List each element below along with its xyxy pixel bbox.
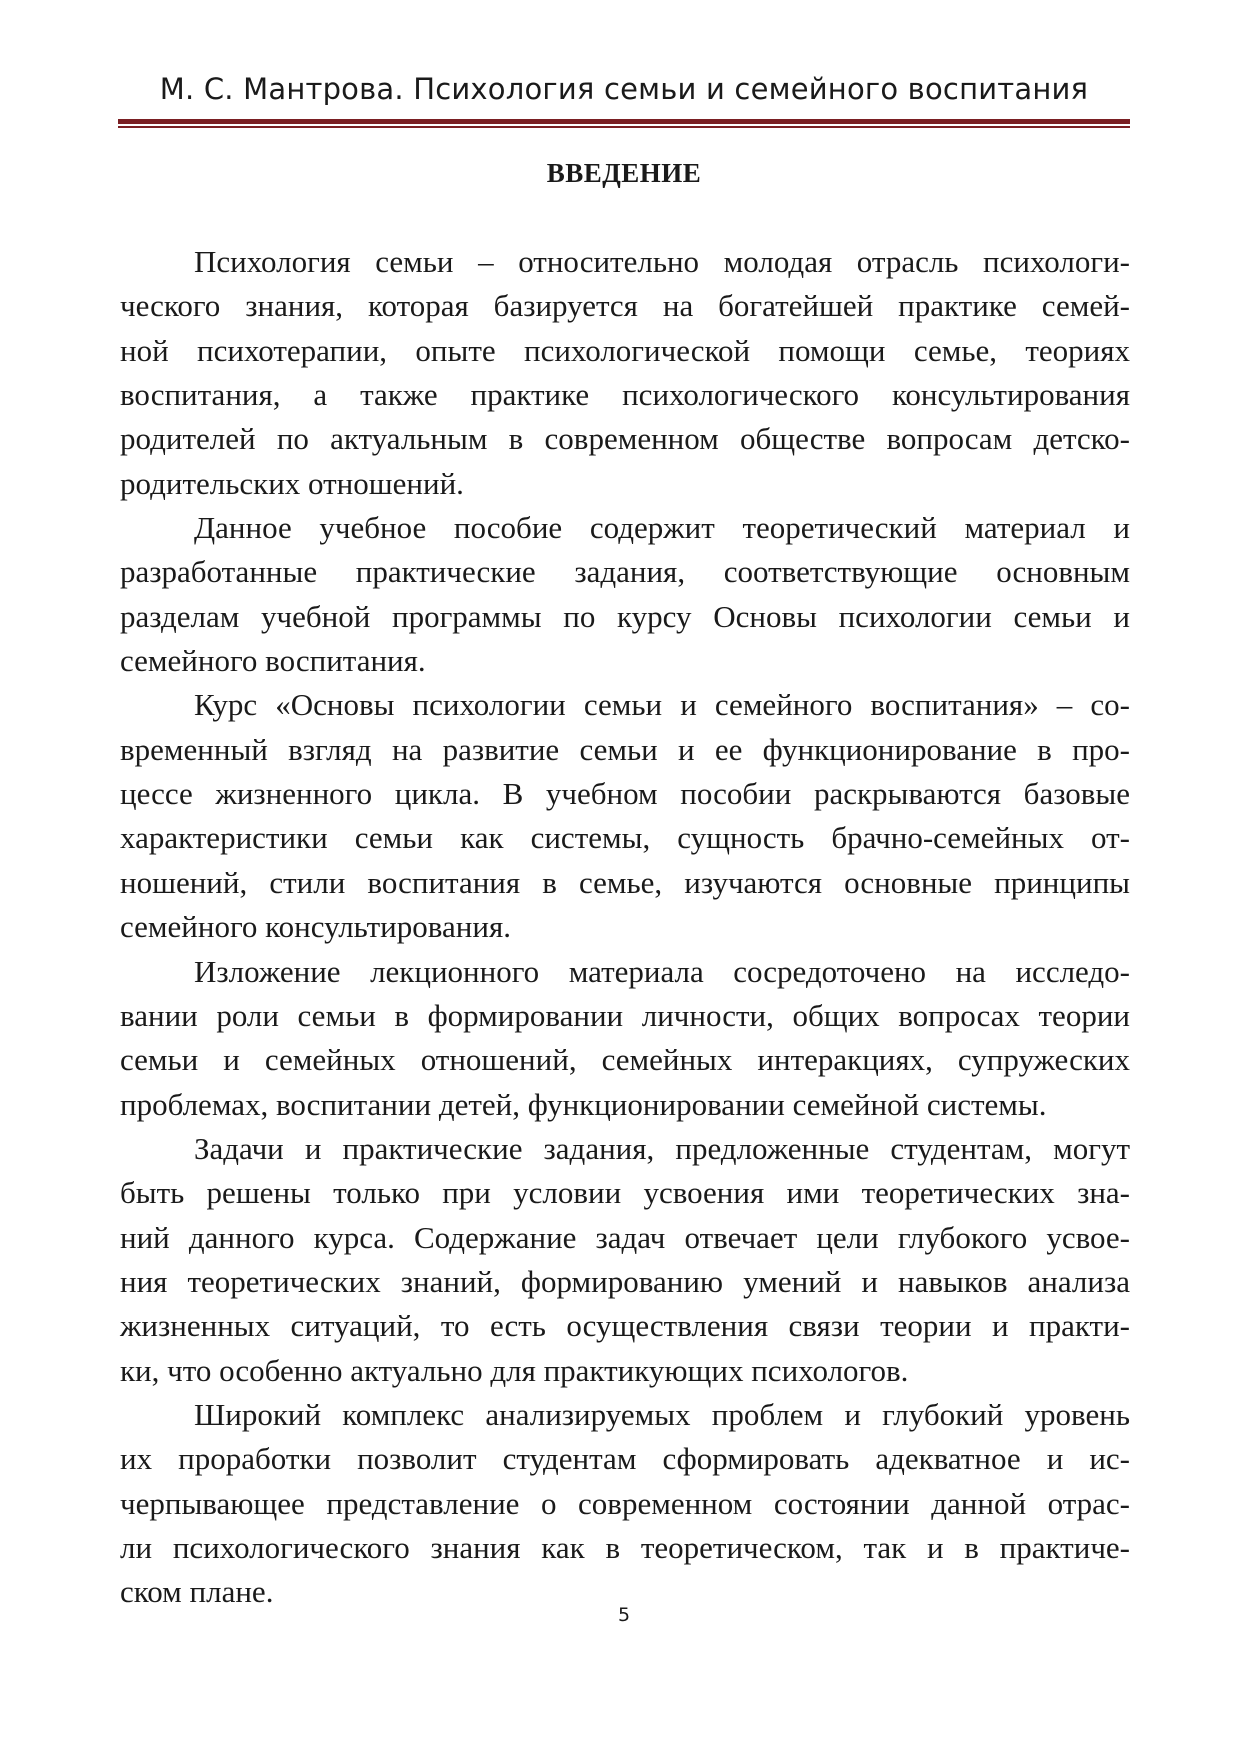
paragraph-6-line: ли психологического знания как в теоретическом, так и в практиче- [120, 1529, 1130, 1565]
paragraph-1-line: родительских отношений. [120, 465, 464, 501]
paragraph-1-line: Психология семьи – относительно молодая отрасль психологи- [194, 244, 1130, 279]
paragraph-5-line: ки, что особенно актуально для практикующих психологов. [120, 1352, 909, 1388]
paragraph-1-line: воспитания, а также практике психологического консультирования [120, 377, 1130, 413]
paragraph-2-line: разработанные практические задания, соответствующие основным [120, 554, 1130, 590]
paragraph-6-line: их проработки позволит студентам сформировать адекватное и ис- [120, 1441, 1130, 1477]
paragraph-5-line: ния теоретических знаний, формированию умений и навыков анализа [120, 1263, 1130, 1299]
section-title: ВВЕДЕНИЕ [546, 158, 702, 188]
paragraph-4-line: проблемах, воспитании детей, функционировании семейной системы. [120, 1086, 1047, 1122]
paragraph-4-line: вании роли семьи в формировании личности, общих вопросах теории [120, 997, 1130, 1033]
header-rule-thin [118, 126, 1130, 128]
paragraph-1-line: ной психотерапии, опыте психологической помощи семье, теориях [120, 332, 1130, 368]
paragraph-3-line: семейного консультирования. [120, 909, 511, 945]
paragraph-2-line: разделам учебной программы по курсу Основы психологии семьи и [120, 598, 1130, 634]
paragraph-3-line: Курс «Основы психологии семьи и семейного воспитания» – со- [194, 687, 1130, 723]
paragraph-3-line: ношений, стили воспитания в семье, изучаются основные принципы [120, 864, 1130, 900]
paragraph-1-line: родителей по актуальным в современном обществе вопросам детско- [120, 421, 1130, 457]
paragraph-5-line: Задачи и практические задания, предложенные студентам, могут [194, 1130, 1130, 1166]
header-rule [118, 119, 1130, 128]
paragraph-1-line: ческого знания, которая базируется на богатейшей практике семей- [120, 288, 1130, 324]
paragraph-6-line: ском плане. [120, 1574, 274, 1610]
paragraph-4-line: семьи и семейных отношений, семейных интеракциях, супружеских [120, 1042, 1130, 1078]
paragraph-5-line: ний данного курса. Содержание задач отвечает цели глубокого усвое- [120, 1219, 1130, 1255]
page-number: 5 [617, 1604, 631, 1626]
paragraph-5-line: жизненных ситуаций, то есть осуществления связи теории и практи- [120, 1308, 1130, 1344]
paragraph-4-line: Изложение лекционного материала сосредоточено на исследо- [194, 953, 1130, 989]
paragraph-2-line: семейного воспитания. [120, 643, 426, 679]
paragraph-2-line: Данное учебное пособие содержит теоретический материал и [194, 510, 1130, 546]
paragraph-5-line: быть решены только при условии усвоения ими теоретических зна- [120, 1175, 1130, 1211]
paragraph-3-line: цессе жизненного цикла. В учебном пособии раскрываются базовые [120, 776, 1130, 812]
paragraph-6-line: черпывающее представление о современном состоянии данной отрас- [120, 1485, 1130, 1521]
paragraph-6-line: Широкий комплекс анализируемых проблем и глубокий уровень [194, 1396, 1130, 1432]
paragraph-3-line: характеристики семьи как системы, сущность брачно-семейных от- [120, 820, 1130, 856]
paragraph-3-line: временный взгляд на развитие семьи и ее функционирование в про- [120, 731, 1130, 767]
running-header: М. С. Мантрова. Психология семьи и семейного воспитания [159, 72, 1089, 106]
body-text [120, 240, 1130, 1615]
